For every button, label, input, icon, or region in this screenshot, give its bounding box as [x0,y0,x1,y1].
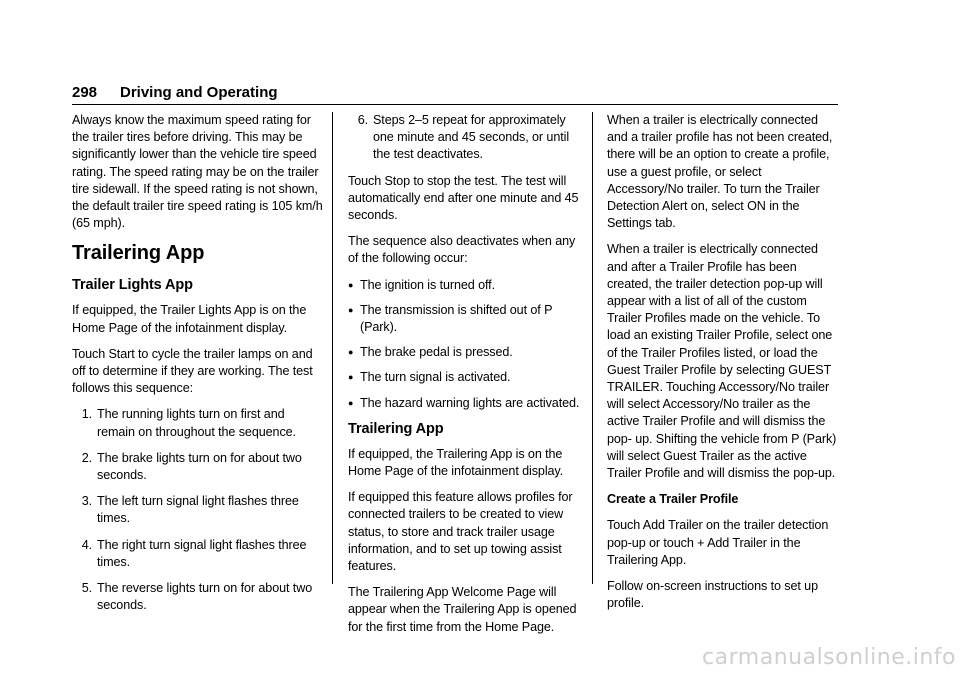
step-text: The right turn signal light flashes three times. [97,537,307,569]
subheading-create-profile: Create a Trailer Profile [607,492,739,507]
column-divider [332,112,333,584]
column-left [72,112,324,623]
subheading-trailer-lights-app: Trailer Lights App [72,277,193,294]
step-number: 1. [81,407,92,422]
paragraph: Touch Start to cycle the trailer lamps on and off to determine if they are working. The test follows this sequence: [72,346,313,396]
step-number: 2. [81,450,92,465]
step-text: The reverse lights turn on for about two seconds. [97,581,313,613]
step-number: 4. [81,537,92,552]
page-number: 298 [72,84,98,101]
paragraph: If equipped, the Trailering App is on the Home Page of the infotainment display. [348,446,564,479]
list-item [348,395,586,412]
list-item [72,450,324,484]
paragraph: When a trailer is electrically connected and a trailer profile has not been created, there will be an option to create a profile, use a guest profile, or select Accessory/No trailer. To turn the Trailer Detection Alert on, select ON in the Settings tab. [607,113,833,231]
list-item [348,112,586,164]
bullet-text: The transmission is shifted out of P (Park). [360,302,553,335]
step-text: The running lights turn on first and remain on throughout the sequence. [97,407,296,439]
column-right [607,112,840,621]
watermark: carmanualsonline.info [702,645,956,670]
step-number: 5. [81,581,92,596]
list-item [348,369,586,386]
bullet-text: The turn signal is activated. [360,370,511,385]
bullet-text: The brake pedal is pressed. [360,345,513,360]
bullet-icon: ● [348,347,354,358]
column-middle [348,112,586,645]
bullet-icon: ● [348,372,354,383]
section-heading: Trailering App [72,242,205,265]
section-title: Driving and Operating [120,84,278,101]
bullet-text: The ignition is turned off. [360,277,495,292]
list-item [348,344,586,361]
subheading-trailering-app: Trailering App [348,420,444,437]
paragraph: Touch Stop to stop the test. The test will automatically end after one minute and 45 seconds. [348,173,579,223]
deactivation-list [348,277,586,412]
step-number: 6. [357,113,368,127]
bullet-icon: ● [348,279,354,290]
step-text: Steps 2–5 repeat for approximately one minute and 45 seconds, or until the test deactivates. [373,113,570,162]
paragraph: If equipped this feature allows profiles for connected trailers to be created to view status, to store and track trailer usage information, and to set up towing assist features. [348,490,573,574]
test-sequence-list [72,406,324,614]
bullet-icon: ● [348,304,354,315]
list-item [72,537,324,571]
list-item [72,580,324,614]
step-text: The left turn signal light flashes three times. [97,494,299,526]
list-item [72,406,324,440]
paragraph: Follow on-screen instructions to set up profile. [607,579,818,611]
paragraph: Touch Add Trailer on the trailer detection pop-up or touch + Add Trailer in the Trailering App. [607,518,829,567]
step-number: 3. [81,494,92,509]
paragraph: The Trailering App Welcome Page will appear when the Trailering App is opened for the first time from the Home Page. [348,585,577,634]
bullet-text: The hazard warning lights are activated. [360,395,580,410]
intro-paragraph: Always know the maximum speed rating for the trailer tires before driving. This may be significantly lower than the vehicle tire speed rating. The speed rating may be on the trailer tire sidewall. If the speed rating is not shown, the default trailer tire speed rating is 105 km/h (65 mph). [72,113,323,231]
page-header [72,82,838,105]
step-text: The brake lights turn on for about two seconds. [97,450,302,483]
paragraph: If equipped, the Trailer Lights App is on the Home Page of the infotainment display. [72,303,307,335]
list-item [348,277,586,294]
paragraph: When a trailer is electrically connected and after a Trailer Profile has been created, the trailer detection pop-up will appear with a list of all of the custom Trailer Profiles made on the vehicle. To load an existing Trailer Profile, select one of the Trailer Profiles listed, or load the Guest Trailer Profile by selecting GUEST TRAILER. Touching Accessory/No trailer will select Accessory/No trailer as the active Trailer Profile and will dismiss the pop- up. Shifting the vehicle from P (Park) will select Guest Trailer as the active Trailer Profile and will dismiss the pop-up. [607,242,837,481]
column-divider [592,112,593,584]
list-item [72,493,324,527]
test-sequence-list-continued [348,112,586,164]
bullet-icon: ● [348,397,354,408]
paragraph: The sequence also deactivates when any of the following occur: [348,234,576,266]
list-item [348,302,586,336]
